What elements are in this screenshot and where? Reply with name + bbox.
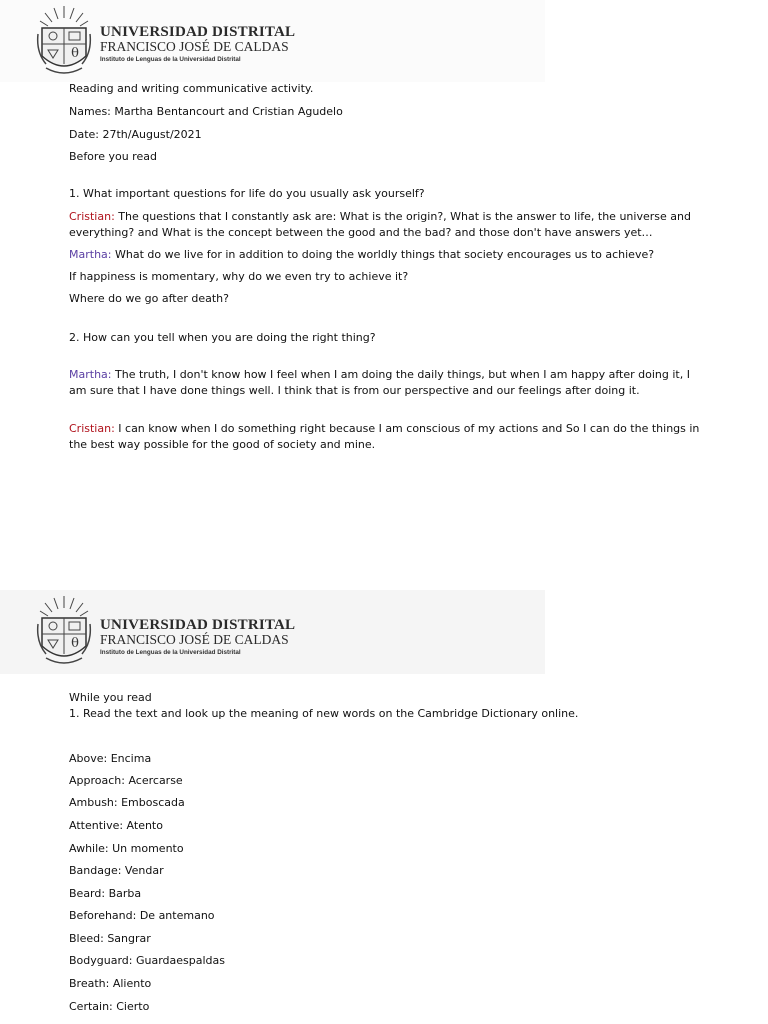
svg-text:θ: θ [71, 46, 79, 61]
speaker-label-martha: Martha: [69, 248, 112, 261]
institute-name: Instituto de Lenguas de la Universidad Distrital [100, 649, 241, 656]
answer-2-martha [69, 367, 701, 399]
instruction: 1. Read the text and look up the meaning of new words on the Cambridge Dictionary online. [69, 707, 579, 720]
vocab-item: Certain: Cierto [69, 1000, 150, 1013]
speaker-label-cristian: Cristian: [69, 210, 115, 223]
vocab-item: Beforehand: De antemano [69, 909, 215, 922]
university-header [0, 590, 545, 674]
vocab-item: Bodyguard: Guardaespaldas [69, 954, 225, 967]
university-name: UNIVERSIDAD DISTRITAL [100, 617, 296, 633]
answer-text: The truth, I don't know how I feel when I am doing the daily things, but when I am happy after doing it, I am sure that I have done things well. I think that is from our perspective and our feelings after doing it. [69, 368, 690, 397]
section-heading: While you read [69, 691, 152, 704]
activity-title: Reading and writing communicative activity. [69, 82, 314, 95]
svg-text:θ: θ [71, 636, 79, 651]
university-seal-logo [36, 4, 92, 78]
university-subtitle: FRANCISCO JOSÉ DE CALDAS [100, 39, 289, 54]
institute-name: Instituto de Lenguas de la Universidad Distrital [100, 56, 241, 63]
answer-2-cristian [69, 421, 701, 453]
student-names: Names: Martha Bentancourt and Cristian Agudelo [69, 105, 343, 118]
answer-text: What do we live for in addition to doing the worldly things that society encourages us to achieve? [111, 248, 655, 261]
answer-1-line-2: If happiness is momentary, why do we even try to achieve it? [69, 270, 409, 283]
speaker-label-martha: Martha: [69, 368, 112, 381]
vocab-item: Breath: Aliento [69, 977, 152, 990]
answer-text: I can know when I do something right because I am conscious of my actions and So I can do the things in the best way possible for the good of society and mine. [69, 422, 700, 451]
answer-1-martha [69, 247, 709, 263]
speaker-label-cristian: Cristian: [69, 422, 115, 435]
answer-1-cristian [69, 209, 701, 241]
vocab-item: Above: Encima [69, 752, 152, 765]
section-heading: Before you read [69, 150, 157, 163]
university-subtitle: FRANCISCO JOSÉ DE CALDAS [100, 632, 289, 647]
document-page-2 [0, 590, 768, 1024]
vocab-item: Approach: Acercarse [69, 774, 183, 787]
vocab-item: Bandage: Vendar [69, 864, 164, 877]
activity-date: Date: 27th/August/2021 [69, 128, 202, 141]
vocab-item: Awhile: Un momento [69, 842, 184, 855]
vocab-item: Bleed: Sangrar [69, 932, 151, 945]
university-name: UNIVERSIDAD DISTRITAL [100, 24, 296, 40]
question-1: 1. What important questions for life do you usually ask yourself? [69, 187, 425, 200]
answer-1-line-3: Where do we go after death? [69, 292, 229, 305]
vocab-item: Attentive: Atento [69, 819, 163, 832]
university-seal-logo [36, 594, 92, 668]
vocab-item: Ambush: Emboscada [69, 796, 185, 809]
university-header [0, 0, 545, 82]
question-2: 2. How can you tell when you are doing the right thing? [69, 331, 376, 344]
vocab-item: Beard: Barba [69, 887, 142, 900]
answer-text: The questions that I constantly ask are: What is the origin?, What is the answer to life, the universe and everything? and What is the concept between the good and the bad? and those don't have answers yet… [69, 210, 691, 239]
